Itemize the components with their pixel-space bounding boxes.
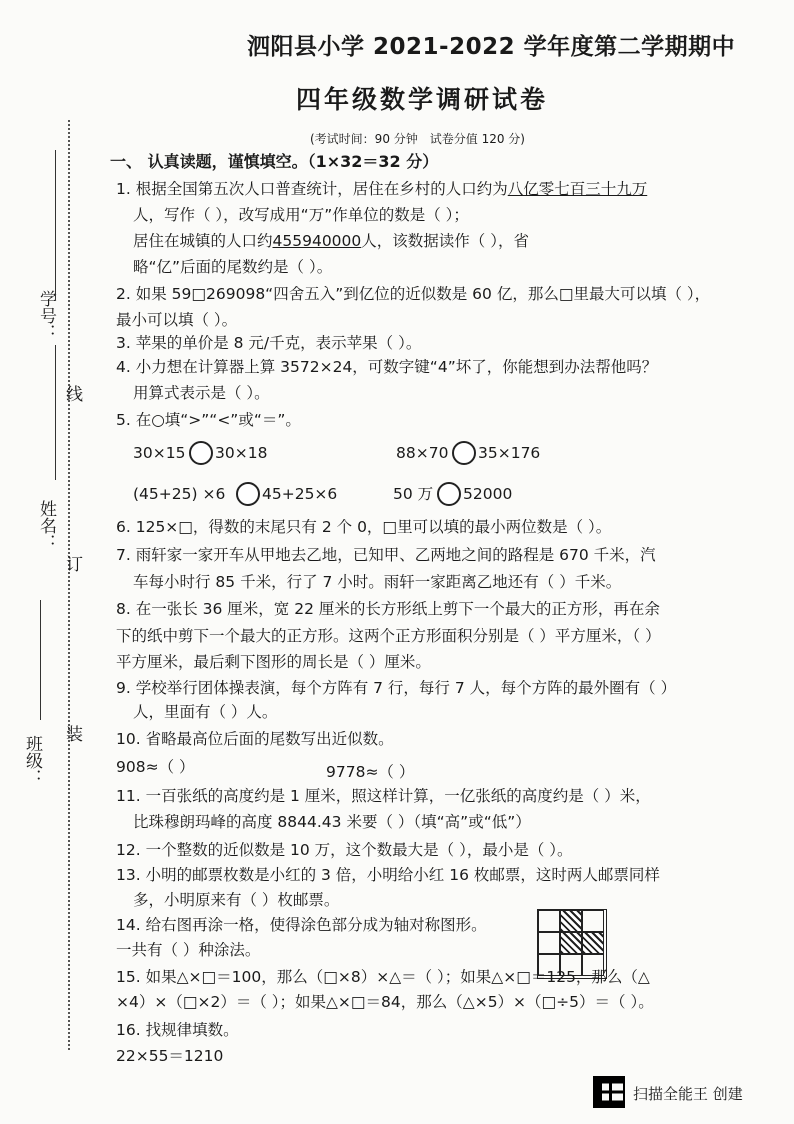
q1-line3	[133, 231, 529, 251]
q16-expr1: 22×55＝1210	[116, 1047, 224, 1065]
q4-line2: 用算式表示是（ ）。	[133, 384, 270, 402]
q5-expr3-left: (45+25) ×6	[133, 485, 226, 503]
q2-line1: 2. 如果 59□269098“四舍五入”到亿位的近似数是 60 亿，那么□里最大可以填（ ），	[116, 285, 711, 303]
seal-char-3: 装	[62, 725, 82, 742]
q5-compare-circle-1	[189, 441, 213, 465]
q7-line2: 车每小时行 85 千米，行了 7 小时。雨轩一家距离乙地还有（ ）千米。	[133, 573, 622, 591]
q15-line1: 15. 如果△×□＝100，那么（□×8）×△＝（ ）；如果△×□＝125，那么（△	[116, 968, 650, 986]
q8-line3: 平方厘米，最后剩下图形的周长是（ ）厘米。	[116, 653, 431, 671]
q1-underlined-number: 八亿零七百三十九万	[507, 180, 648, 198]
q8-line1: 8. 在一张长 36 厘米，宽 22 厘米的长方形纸上剪下一个最大的正方形，再在余	[116, 600, 660, 618]
q5-instruction: 5. 在○填“>”“<”或“＝”。	[116, 411, 301, 429]
q12-line: 12. 一个整数的近似数是 10 万，这个数最大是（ ），最小是（ ）。	[116, 841, 573, 859]
q1-text-c-post: 人，该数据读作（ ），省	[361, 232, 529, 250]
q5-expr2-left: 88×70	[396, 444, 449, 462]
q5-expr4-right: 52000	[463, 485, 513, 503]
grid-cell	[582, 910, 604, 932]
qr-code-icon	[593, 1076, 625, 1108]
q9-line1: 9. 学校举行团体操表演，每个方阵有 7 行，每行 7 人，每个方阵的最外圈有（ ）	[116, 679, 677, 697]
q6-line: 6. 125×□，得数的末尾只有 2 个 0，□里可以填的最小两位数是（ ）。	[116, 518, 612, 536]
q14-line1: 14. 给右图再涂一格，使得涂色部分成为轴对称图形。	[116, 916, 487, 934]
grid-cell-shaded	[560, 932, 582, 954]
grid-cell	[538, 910, 560, 932]
q9-line2: 人，里面有（ ）人。	[133, 703, 278, 721]
q11-line2: 比珠穆朗玛峰的高度 8844.43 米要（ ）（填“高”或“低”）	[133, 813, 531, 831]
q7-line1: 7. 雨轩家一家开车从甲地去乙地，已知甲、乙两地之间的路程是 670 千米，汽	[116, 546, 656, 564]
grid-cell-shaded	[582, 932, 604, 954]
q4-line1: 4. 小力想在计算器上算 3572×24，可数字键“4”坏了，你能想到办法帮他吗？	[116, 358, 658, 376]
q10-instruction: 10. 省略最高位后面的尾数写出近似数。	[116, 730, 394, 748]
seal-char-1: 线	[62, 385, 82, 402]
section1-heading: 一、 认真读题，谨慎填空。（1×32＝32 分）	[110, 152, 439, 171]
student-id-blank	[55, 150, 56, 300]
grid-cell	[538, 932, 560, 954]
exam-title-line2: 四年级数学调研试卷	[296, 85, 549, 114]
scanner-text: 扫描全能王 创建	[633, 1085, 743, 1103]
grid-cell-shaded	[560, 910, 582, 932]
q5-compare-circle-3	[236, 482, 260, 506]
q1-text-a: 1. 根据全国第五次人口普查统计，居住在乡村的人口约为	[116, 180, 508, 198]
student-id-label: 学号：	[36, 290, 56, 341]
name-label: 姓名：	[36, 500, 56, 551]
binding-dotted-line	[68, 120, 70, 1050]
q10-expr2: 9778≈（ ）	[326, 763, 415, 781]
q13-line2: 多，小明原来有（ ）枚邮票。	[133, 891, 340, 909]
q1-line2: 人，写作（ ），改写成用“万”作单位的数是（ ）；	[133, 206, 469, 224]
q10-expr1: 908≈（ ）	[116, 758, 195, 776]
q5-compare-circle-2	[452, 441, 476, 465]
q2-line2: 最小可以填（ ）。	[116, 311, 238, 329]
q14-line2: 一共有（ ）种涂法。	[116, 941, 261, 959]
name-blank	[55, 345, 56, 480]
q5-expr4-left: 50 万	[393, 485, 434, 503]
class-blank	[40, 600, 41, 720]
q13-line1: 13. 小明的邮票枚数是小红的 3 倍，小明给小红 16 枚邮票，这时两人邮票同样	[116, 866, 660, 884]
scanner-watermark	[593, 1076, 783, 1110]
q3-line: 3. 苹果的单价是 8 元/千克，表示苹果（ ）。	[116, 334, 422, 352]
q5-expr1-right: 30×18	[215, 444, 268, 462]
q1-line1	[116, 179, 647, 199]
q1-line4: 略“亿”后面的尾数约是（ ）。	[133, 258, 333, 276]
q5-expr1-left: 30×15	[133, 444, 186, 462]
seal-char-2: 订	[62, 555, 82, 572]
exam-title-line1: 泗阳县小学 2021-2022 学年度第二学期期中	[247, 34, 736, 60]
q16-instruction: 16. 找规律填数。	[116, 1021, 239, 1039]
q5-expr3-right: 45+25×6	[262, 485, 338, 503]
q1-underlined-number2: 455940000	[272, 232, 362, 250]
q15-line2: ×4）×（□×2）＝（ ）；如果△×□＝84，那么（△×5）×（□÷5）＝（ ）。	[116, 993, 654, 1011]
q5-compare-circle-4	[437, 482, 461, 506]
q1-text-c-pre: 居住在城镇的人口约	[133, 232, 273, 250]
class-label: 班级：	[22, 735, 42, 786]
exam-subtitle: (考试时间：90 分钟 试卷分值 120 分)	[310, 132, 525, 146]
q5-expr2-right: 35×176	[478, 444, 541, 462]
q8-line2: 下的纸中剪下一个最大的正方形。这两个正方形面积分别是（ ）平方厘米，（ ）	[116, 627, 661, 645]
q11-line1: 11. 一百张纸的高度约是 1 厘米，照这样计算，一亿张纸的高度约是（ ）米，	[116, 787, 651, 805]
